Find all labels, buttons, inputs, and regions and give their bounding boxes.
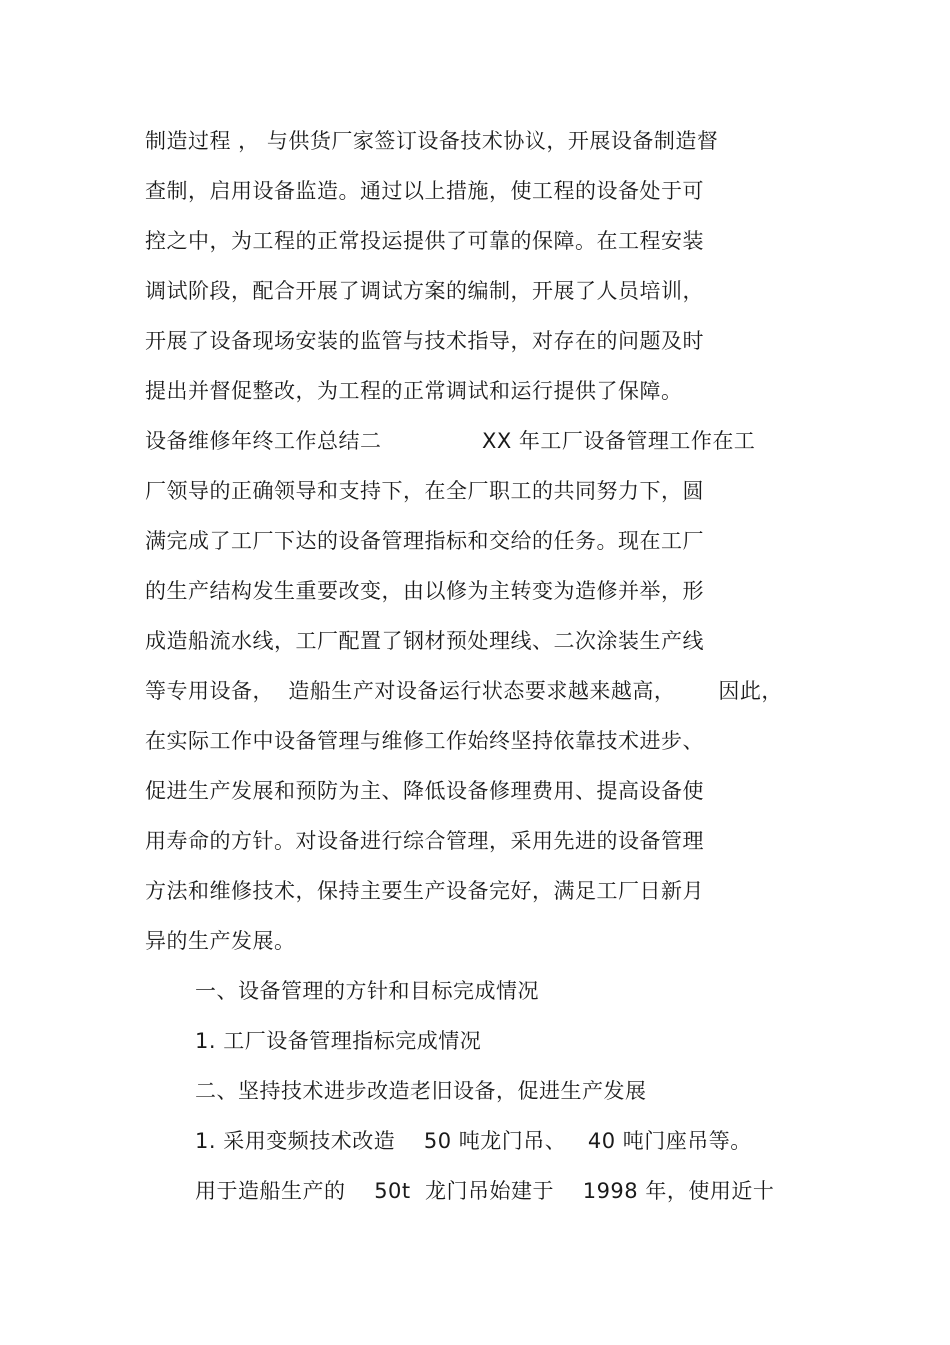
text-line: 开展了设备现场安装的监管与技术指导，对存在的问题及时 [145, 329, 704, 353]
text-line: 用于造船生产的 50t 龙门吊始建于 1998 年，使用近十 [195, 1179, 775, 1203]
subsection-heading: 1. 采用变频技术改造 50 吨龙门吊、 40 吨门座吊等。 [195, 1129, 752, 1153]
text-line: 调试阶段，配合开展了调试方案的编制，开展了人员培训， [145, 279, 704, 303]
text-line: 查制，启用设备监造。通过以上措施，使工程的设备处于可 [145, 179, 704, 203]
text-line: 在实际工作中设备管理与维修工作始终坚持依靠技术进步、 [145, 729, 704, 753]
text-line: 的生产结构发生重要改变，由以修为主转变为造修并举，形 [145, 579, 704, 603]
text-line: 控之中，为工程的正常投运提供了可靠的保障。在工程安装 [145, 229, 704, 253]
text-line: 促进生产发展和预防为主、降低设备修理费用、提高设备使 [145, 779, 704, 803]
text-line: 用寿命的方针。对设备进行综合管理，采用先进的设备管理 [145, 829, 704, 853]
text-line: 异的生产发展。 [145, 929, 296, 953]
text-line: 制造过程 ， 与供货厂家签订设备技术协议，开展设备制造督 [145, 129, 719, 153]
text-line: 提出并督促整改，为工程的正常调试和运行提供了保障。 [145, 379, 683, 403]
text-line: 等专用设备， 造船生产对设备运行状态要求越来越高， 因此， [145, 679, 783, 703]
section-heading-line: 设备维修年终工作总结二 XX 年工厂设备管理工作在工 [145, 429, 756, 453]
text-line: 成造船流水线，工厂配置了钢材预处理线、二次涂装生产线 [145, 629, 704, 653]
text-line: 厂领导的正确领导和支持下，在全厂职工的共同努力下，圆 [145, 479, 704, 503]
text-line: 满完成了工厂下达的设备管理指标和交给的任务。现在工厂 [145, 529, 704, 553]
section-heading: 一、设备管理的方针和目标完成情况 [195, 979, 539, 1003]
text-line: 方法和维修技术，保持主要生产设备完好，满足工厂日新月 [145, 879, 704, 903]
subsection-heading: 1. 工厂设备管理指标完成情况 [195, 1029, 482, 1053]
section-heading: 二、坚持技术进步改造老旧设备，促进生产发展 [195, 1079, 647, 1103]
